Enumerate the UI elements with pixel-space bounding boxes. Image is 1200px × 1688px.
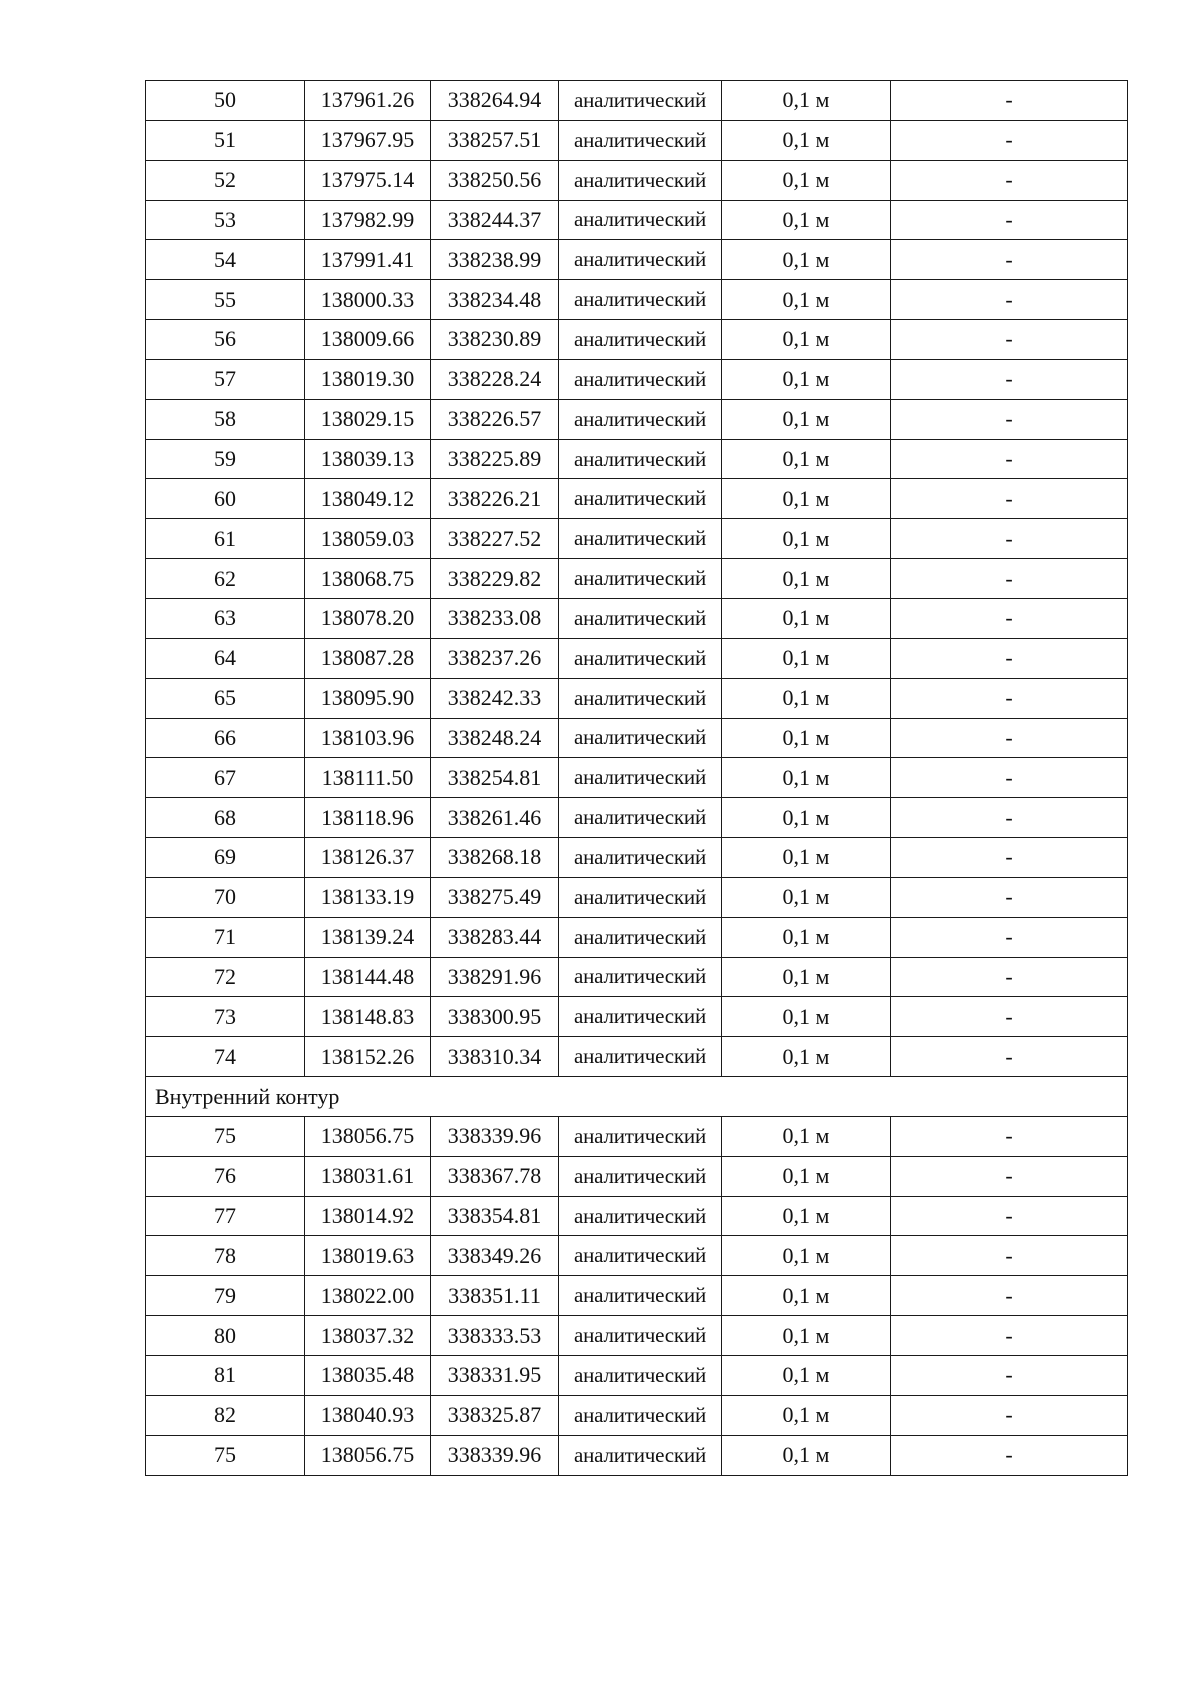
table-row: [146, 877, 1128, 917]
accuracy-cell: 0,1 м: [722, 718, 891, 758]
y-coordinate-cell: 338242.33: [431, 678, 559, 718]
x-coordinate-cell: 138059.03: [305, 519, 431, 559]
y-coordinate-cell: 338254.81: [431, 758, 559, 798]
x-coordinate-cell: 138031.61: [305, 1156, 431, 1196]
method-cell: аналитический: [559, 598, 722, 638]
y-coordinate-cell: 338244.37: [431, 200, 559, 240]
method-cell: аналитический: [559, 1156, 722, 1196]
description-cell: -: [891, 957, 1128, 997]
accuracy-cell: 0,1 м: [722, 838, 891, 878]
method-cell: аналитический: [559, 439, 722, 479]
x-coordinate-cell: 137991.41: [305, 240, 431, 280]
description-cell: -: [891, 280, 1128, 320]
accuracy-cell: 0,1 м: [722, 359, 891, 399]
y-coordinate-cell: 338339.96: [431, 1435, 559, 1475]
table-row: [146, 240, 1128, 280]
table-row: [146, 160, 1128, 200]
accuracy-cell: 0,1 м: [722, 81, 891, 121]
description-cell: -: [891, 1156, 1128, 1196]
y-coordinate-cell: 338349.26: [431, 1236, 559, 1276]
description-cell: -: [891, 519, 1128, 559]
x-coordinate-cell: 138009.66: [305, 320, 431, 360]
y-coordinate-cell: 338339.96: [431, 1116, 559, 1156]
accuracy-cell: 0,1 м: [722, 1196, 891, 1236]
table-row: [146, 957, 1128, 997]
accuracy-cell: 0,1 м: [722, 798, 891, 838]
y-coordinate-cell: 338325.87: [431, 1395, 559, 1435]
accuracy-cell: 0,1 м: [722, 439, 891, 479]
point-number-cell: 78: [146, 1236, 305, 1276]
method-cell: аналитический: [559, 359, 722, 399]
description-cell: -: [891, 160, 1128, 200]
table-row: [146, 838, 1128, 878]
y-coordinate-cell: 338248.24: [431, 718, 559, 758]
point-number-cell: 52: [146, 160, 305, 200]
y-coordinate-cell: 338367.78: [431, 1156, 559, 1196]
y-coordinate-cell: 338275.49: [431, 877, 559, 917]
method-cell: аналитический: [559, 1196, 722, 1236]
x-coordinate-cell: 138000.33: [305, 280, 431, 320]
accuracy-cell: 0,1 м: [722, 1236, 891, 1276]
x-coordinate-cell: 138152.26: [305, 1037, 431, 1077]
description-cell: -: [891, 439, 1128, 479]
x-coordinate-cell: 138139.24: [305, 917, 431, 957]
y-coordinate-cell: 338226.57: [431, 399, 559, 439]
y-coordinate-cell: 338226.21: [431, 479, 559, 519]
accuracy-cell: 0,1 м: [722, 200, 891, 240]
x-coordinate-cell: 138029.15: [305, 399, 431, 439]
description-cell: -: [891, 120, 1128, 160]
inner-contour-title: Внутренний контур: [146, 1077, 1128, 1117]
y-coordinate-cell: 338300.95: [431, 997, 559, 1037]
y-coordinate-cell: 338238.99: [431, 240, 559, 280]
y-coordinate-cell: 338228.24: [431, 359, 559, 399]
table-row: [146, 1356, 1128, 1396]
method-cell: аналитический: [559, 519, 722, 559]
method-cell: аналитический: [559, 200, 722, 240]
table-row: [146, 559, 1128, 599]
y-coordinate-cell: 338225.89: [431, 439, 559, 479]
description-cell: -: [891, 359, 1128, 399]
description-cell: -: [891, 758, 1128, 798]
point-number-cell: 73: [146, 997, 305, 1037]
x-coordinate-cell: 138056.75: [305, 1435, 431, 1475]
description-cell: -: [891, 1395, 1128, 1435]
accuracy-cell: 0,1 м: [722, 877, 891, 917]
description-cell: -: [891, 1316, 1128, 1356]
point-number-cell: 63: [146, 598, 305, 638]
description-cell: -: [891, 1116, 1128, 1156]
accuracy-cell: 0,1 м: [722, 1435, 891, 1475]
table-row: [146, 399, 1128, 439]
method-cell: аналитический: [559, 1435, 722, 1475]
table-row: [146, 200, 1128, 240]
point-number-cell: 50: [146, 81, 305, 121]
y-coordinate-cell: 338237.26: [431, 638, 559, 678]
point-number-cell: 67: [146, 758, 305, 798]
y-coordinate-cell: 338354.81: [431, 1196, 559, 1236]
accuracy-cell: 0,1 м: [722, 399, 891, 439]
y-coordinate-cell: 338268.18: [431, 838, 559, 878]
y-coordinate-cell: 338227.52: [431, 519, 559, 559]
point-number-cell: 60: [146, 479, 305, 519]
table-row: [146, 798, 1128, 838]
y-coordinate-cell: 338257.51: [431, 120, 559, 160]
description-cell: -: [891, 1236, 1128, 1276]
x-coordinate-cell: 138148.83: [305, 997, 431, 1037]
accuracy-cell: 0,1 м: [722, 519, 891, 559]
y-coordinate-cell: 338229.82: [431, 559, 559, 599]
accuracy-cell: 0,1 м: [722, 479, 891, 519]
table-row: [146, 81, 1128, 121]
method-cell: аналитический: [559, 1316, 722, 1356]
method-cell: аналитический: [559, 1276, 722, 1316]
method-cell: аналитический: [559, 160, 722, 200]
x-coordinate-cell: 138035.48: [305, 1356, 431, 1396]
point-number-cell: 79: [146, 1276, 305, 1316]
description-cell: -: [891, 399, 1128, 439]
x-coordinate-cell: 138133.19: [305, 877, 431, 917]
table-row: [146, 638, 1128, 678]
description-cell: -: [891, 479, 1128, 519]
method-cell: аналитический: [559, 838, 722, 878]
table-row: [146, 1316, 1128, 1356]
point-number-cell: 81: [146, 1356, 305, 1396]
description-cell: -: [891, 320, 1128, 360]
accuracy-cell: 0,1 м: [722, 917, 891, 957]
accuracy-cell: 0,1 м: [722, 598, 891, 638]
x-coordinate-cell: 138103.96: [305, 718, 431, 758]
section-row: [146, 1077, 1128, 1117]
accuracy-cell: 0,1 м: [722, 1395, 891, 1435]
description-cell: -: [891, 240, 1128, 280]
method-cell: аналитический: [559, 280, 722, 320]
method-cell: аналитический: [559, 1356, 722, 1396]
point-number-cell: 75: [146, 1435, 305, 1475]
accuracy-cell: 0,1 м: [722, 559, 891, 599]
accuracy-cell: 0,1 м: [722, 280, 891, 320]
table-row: [146, 280, 1128, 320]
y-coordinate-cell: 338331.95: [431, 1356, 559, 1396]
accuracy-cell: 0,1 м: [722, 678, 891, 718]
table-row: [146, 1156, 1128, 1196]
description-cell: -: [891, 798, 1128, 838]
method-cell: аналитический: [559, 1395, 722, 1435]
y-coordinate-cell: 338351.11: [431, 1276, 559, 1316]
accuracy-cell: 0,1 м: [722, 1356, 891, 1396]
table-row: [146, 1276, 1128, 1316]
description-cell: -: [891, 559, 1128, 599]
point-number-cell: 54: [146, 240, 305, 280]
description-cell: -: [891, 838, 1128, 878]
point-number-cell: 65: [146, 678, 305, 718]
coordinates-table-body: [146, 81, 1128, 1476]
x-coordinate-cell: 138019.63: [305, 1236, 431, 1276]
method-cell: аналитический: [559, 678, 722, 718]
x-coordinate-cell: 138118.96: [305, 798, 431, 838]
table-row: [146, 917, 1128, 957]
x-coordinate-cell: 137961.26: [305, 81, 431, 121]
accuracy-cell: 0,1 м: [722, 320, 891, 360]
method-cell: аналитический: [559, 1037, 722, 1077]
point-number-cell: 59: [146, 439, 305, 479]
description-cell: -: [891, 1276, 1128, 1316]
x-coordinate-cell: 138040.93: [305, 1395, 431, 1435]
description-cell: -: [891, 1037, 1128, 1077]
method-cell: аналитический: [559, 120, 722, 160]
table-row: [146, 1395, 1128, 1435]
accuracy-cell: 0,1 м: [722, 957, 891, 997]
description-cell: -: [891, 1196, 1128, 1236]
method-cell: аналитический: [559, 917, 722, 957]
description-cell: -: [891, 877, 1128, 917]
point-number-cell: 55: [146, 280, 305, 320]
point-number-cell: 71: [146, 917, 305, 957]
table-row: [146, 997, 1128, 1037]
x-coordinate-cell: 138014.92: [305, 1196, 431, 1236]
table-row: [146, 359, 1128, 399]
description-cell: -: [891, 638, 1128, 678]
point-number-cell: 62: [146, 559, 305, 599]
table-row: [146, 1435, 1128, 1475]
y-coordinate-cell: 338250.56: [431, 160, 559, 200]
point-number-cell: 66: [146, 718, 305, 758]
description-cell: -: [891, 1356, 1128, 1396]
x-coordinate-cell: 138111.50: [305, 758, 431, 798]
point-number-cell: 58: [146, 399, 305, 439]
table-row: [146, 519, 1128, 559]
method-cell: аналитический: [559, 479, 722, 519]
point-number-cell: 72: [146, 957, 305, 997]
y-coordinate-cell: 338261.46: [431, 798, 559, 838]
accuracy-cell: 0,1 м: [722, 240, 891, 280]
method-cell: аналитический: [559, 559, 722, 599]
y-coordinate-cell: 338233.08: [431, 598, 559, 638]
point-number-cell: 56: [146, 320, 305, 360]
point-number-cell: 53: [146, 200, 305, 240]
description-cell: -: [891, 678, 1128, 718]
x-coordinate-cell: 138056.75: [305, 1116, 431, 1156]
point-number-cell: 74: [146, 1037, 305, 1077]
y-coordinate-cell: 338333.53: [431, 1316, 559, 1356]
point-number-cell: 82: [146, 1395, 305, 1435]
x-coordinate-cell: 138144.48: [305, 957, 431, 997]
table-row: [146, 439, 1128, 479]
method-cell: аналитический: [559, 638, 722, 678]
point-number-cell: 76: [146, 1156, 305, 1196]
accuracy-cell: 0,1 м: [722, 1156, 891, 1196]
point-number-cell: 70: [146, 877, 305, 917]
accuracy-cell: 0,1 м: [722, 160, 891, 200]
accuracy-cell: 0,1 м: [722, 997, 891, 1037]
x-coordinate-cell: 138037.32: [305, 1316, 431, 1356]
method-cell: аналитический: [559, 957, 722, 997]
x-coordinate-cell: 137975.14: [305, 160, 431, 200]
x-coordinate-cell: 138068.75: [305, 559, 431, 599]
x-coordinate-cell: 138126.37: [305, 838, 431, 878]
point-number-cell: 64: [146, 638, 305, 678]
y-coordinate-cell: 338310.34: [431, 1037, 559, 1077]
x-coordinate-cell: 138022.00: [305, 1276, 431, 1316]
y-coordinate-cell: 338234.48: [431, 280, 559, 320]
coordinates-table: [145, 80, 1128, 1476]
accuracy-cell: 0,1 м: [722, 638, 891, 678]
x-coordinate-cell: 138095.90: [305, 678, 431, 718]
description-cell: -: [891, 598, 1128, 638]
table-row: [146, 678, 1128, 718]
accuracy-cell: 0,1 м: [722, 1316, 891, 1356]
accuracy-cell: 0,1 м: [722, 758, 891, 798]
table-row: [146, 479, 1128, 519]
y-coordinate-cell: 338264.94: [431, 81, 559, 121]
table-row: [146, 320, 1128, 360]
y-coordinate-cell: 338291.96: [431, 957, 559, 997]
description-cell: -: [891, 997, 1128, 1037]
method-cell: аналитический: [559, 399, 722, 439]
method-cell: аналитический: [559, 81, 722, 121]
table-row: [146, 1116, 1128, 1156]
point-number-cell: 77: [146, 1196, 305, 1236]
accuracy-cell: 0,1 м: [722, 120, 891, 160]
method-cell: аналитический: [559, 877, 722, 917]
table-row: [146, 718, 1128, 758]
x-coordinate-cell: 138049.12: [305, 479, 431, 519]
point-number-cell: 80: [146, 1316, 305, 1356]
point-number-cell: 57: [146, 359, 305, 399]
x-coordinate-cell: 138078.20: [305, 598, 431, 638]
x-coordinate-cell: 137967.95: [305, 120, 431, 160]
table-row: [146, 598, 1128, 638]
point-number-cell: 68: [146, 798, 305, 838]
accuracy-cell: 0,1 м: [722, 1037, 891, 1077]
accuracy-cell: 0,1 м: [722, 1276, 891, 1316]
point-number-cell: 51: [146, 120, 305, 160]
description-cell: -: [891, 200, 1128, 240]
method-cell: аналитический: [559, 1116, 722, 1156]
accuracy-cell: 0,1 м: [722, 1116, 891, 1156]
method-cell: аналитический: [559, 320, 722, 360]
y-coordinate-cell: 338283.44: [431, 917, 559, 957]
point-number-cell: 75: [146, 1116, 305, 1156]
y-coordinate-cell: 338230.89: [431, 320, 559, 360]
point-number-cell: 61: [146, 519, 305, 559]
method-cell: аналитический: [559, 1236, 722, 1276]
table-row: [146, 1236, 1128, 1276]
table-row: [146, 1037, 1128, 1077]
x-coordinate-cell: 138039.13: [305, 439, 431, 479]
description-cell: -: [891, 718, 1128, 758]
description-cell: -: [891, 917, 1128, 957]
x-coordinate-cell: 138019.30: [305, 359, 431, 399]
method-cell: аналитический: [559, 758, 722, 798]
x-coordinate-cell: 137982.99: [305, 200, 431, 240]
table-row: [146, 1196, 1128, 1236]
method-cell: аналитический: [559, 718, 722, 758]
table-row: [146, 758, 1128, 798]
method-cell: аналитический: [559, 798, 722, 838]
point-number-cell: 69: [146, 838, 305, 878]
method-cell: аналитический: [559, 997, 722, 1037]
description-cell: -: [891, 1435, 1128, 1475]
method-cell: аналитический: [559, 240, 722, 280]
x-coordinate-cell: 138087.28: [305, 638, 431, 678]
description-cell: -: [891, 81, 1128, 121]
table-row: [146, 120, 1128, 160]
